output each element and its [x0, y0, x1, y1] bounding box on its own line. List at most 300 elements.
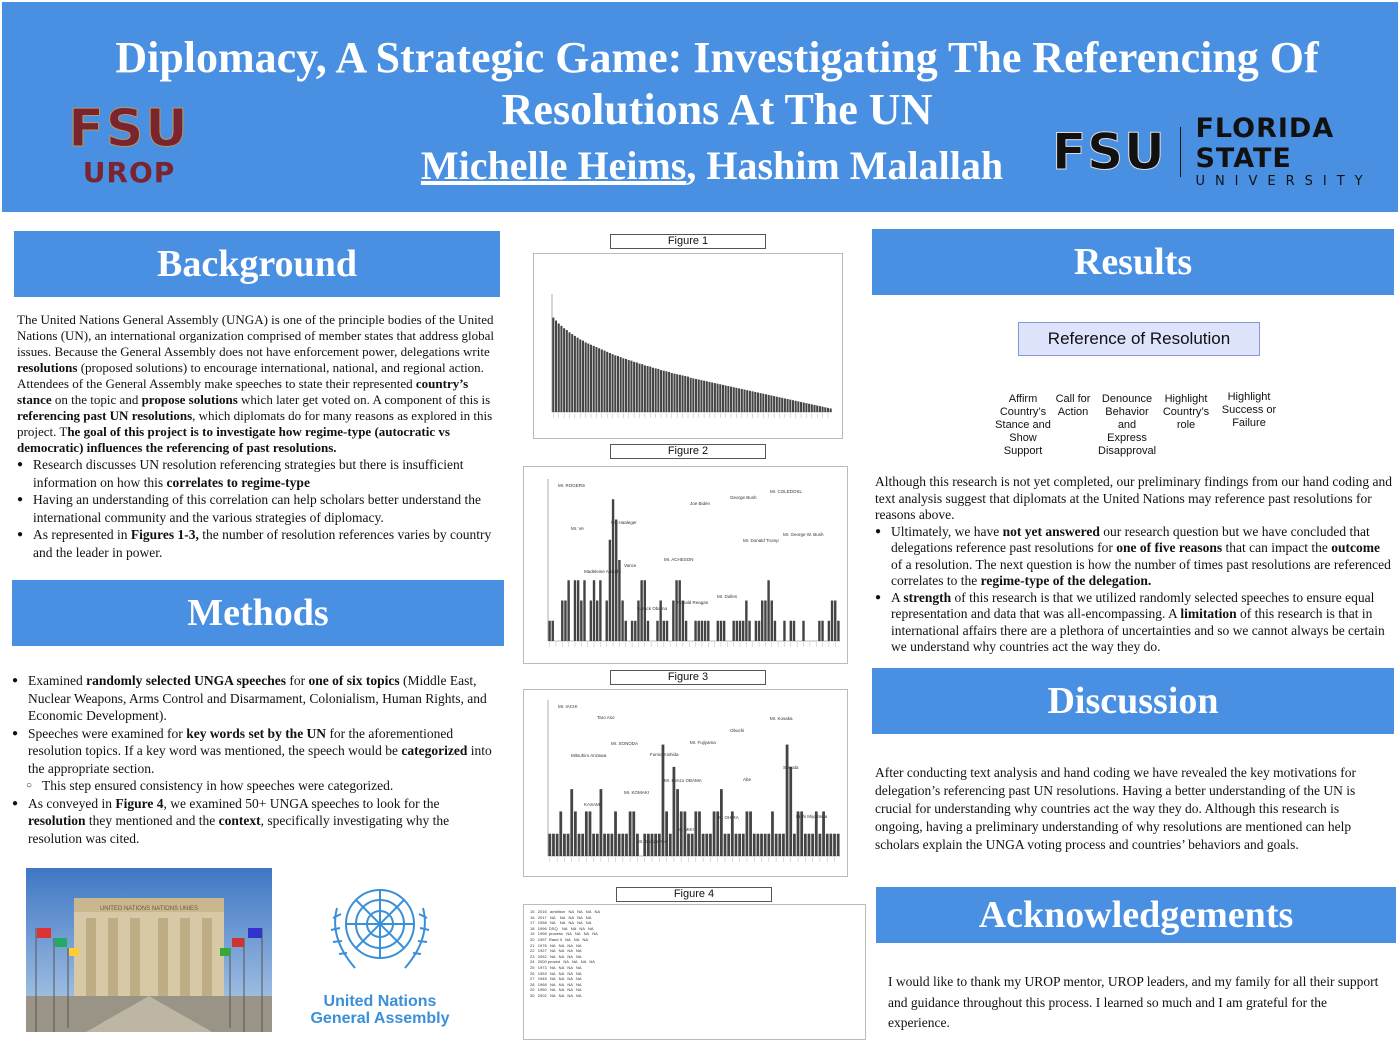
chart-data-label: Mr. IACHI [558, 704, 578, 709]
chart-bar [760, 834, 763, 856]
chart-bar [643, 834, 646, 856]
chart-bar [802, 621, 804, 641]
chart-bar [714, 383, 716, 412]
chart-bar [570, 789, 573, 856]
chart-bar [638, 364, 640, 412]
chart-bar [720, 621, 722, 641]
chart-bar [663, 371, 665, 412]
chart-bar [813, 405, 815, 412]
chart-bar [771, 601, 773, 642]
figure-4-row: 30 2002 NA NA NA NA [530, 992, 582, 998]
reference-of-resolution-box: Reference of Resolution [1018, 322, 1260, 356]
diagram-item-denounce: Denounce Behavior and Express Disapproval [1098, 393, 1157, 457]
chart-bar [738, 388, 740, 412]
chart-bar [758, 621, 760, 641]
florida-state-logo [1052, 114, 1398, 189]
chart-bar [831, 601, 833, 642]
chart-bar [621, 834, 624, 856]
background-bullet: ● Having an understanding of this correlation can help scholars better understand the international community and the various strategies of diplomacy. [17, 491, 495, 526]
chart-bar [800, 402, 802, 412]
chart-bar [631, 621, 633, 641]
chart-bar [687, 834, 690, 856]
figure-4-row: 19 1998 process NA NA NA NA [530, 931, 598, 937]
chart-data-label: Mr. Haaleger [611, 520, 637, 525]
chart-bar [756, 834, 759, 856]
discussion-text: After conducting text analysis and hand coding we have revealed the key motivations for delegation’s referencing past UN resolutions. Having a better understanding of the UN is crucial for understanding why countries act the way they do. Although this research is ongoing, having a preliminary understanding of why resolutions are mentioned can help scholars explain the UNGA voting process and countries’ behaviors and goals. [875, 765, 1356, 852]
chart-bar [655, 368, 657, 412]
chart-bar [761, 601, 763, 642]
chart-bar [665, 371, 667, 412]
chart-bar [702, 834, 705, 856]
chart-bar [563, 834, 566, 856]
chart-bar [706, 381, 708, 412]
chart-bar [669, 834, 672, 856]
chart-bar [768, 395, 770, 412]
chart-bar [793, 834, 796, 856]
chart-bar [818, 621, 820, 641]
chart-bar [657, 369, 659, 412]
diagram-item-highlight-success: Highlight Success or Failure [1221, 391, 1277, 429]
chart-bar [589, 811, 592, 856]
chart-bar [803, 403, 805, 412]
chart-bar [789, 767, 792, 856]
chart-bar [822, 407, 824, 412]
chart-bar [787, 399, 789, 412]
chart-bar [746, 811, 749, 856]
chart-bar [698, 380, 700, 412]
chart-bar [722, 385, 724, 412]
chart-bar [717, 384, 719, 412]
chart-bar [757, 393, 759, 412]
chart-bar [625, 621, 627, 641]
chart-data-label: Mr. OHIRA [717, 815, 739, 820]
chart-bar [561, 601, 563, 642]
background-bullet: ● As represented in Figures 1-3, the number of resolution references varies by country and the leader in power. [17, 526, 495, 561]
chart-bar [717, 621, 719, 641]
chart-bar [833, 834, 836, 856]
chart-bar [675, 580, 677, 641]
chart-bar [649, 367, 651, 412]
figure-4-table [523, 904, 866, 1040]
chart-data-label: Mr. Kenzo OBAMA [664, 778, 702, 783]
chart-bar [579, 339, 581, 412]
chart-bar [618, 834, 621, 856]
chart-bar [724, 834, 727, 856]
figure-3-chart [523, 689, 848, 877]
chart-bar [752, 391, 754, 412]
chart-bar [673, 374, 675, 412]
chart-bar [797, 401, 799, 412]
chart-bar [764, 601, 766, 642]
chart-data-label: Joe Biden [690, 501, 711, 506]
chart-bar [593, 346, 595, 412]
chart-bar [663, 621, 665, 641]
chart-bar [735, 388, 737, 412]
chart-bar [606, 352, 608, 412]
chart-bar [778, 834, 781, 856]
chart-bar [732, 621, 734, 641]
chart-bar [593, 580, 595, 641]
chart-bar [828, 621, 830, 641]
background-paragraph: The United Nations General Assembly (UNGA) is one of the principle bodies of the United Nations (UN), an international organization comprised of member states that address global issues. Because the General Assembly does not have enforcement power, delegations write resolutions (proposed solutions) to encourage international, national, and regional action. Attendees of the General Assembly make speeches to state their represented country’s stance on the topic and propose solutions which later get voted on. A component of this is referencing past UN resolutions, which diplomats do for many reasons as explored in this project. The goal of this project is to investigate how regime-type (autocratic vs democratic) influences the referencing of past resolutions. [17, 312, 495, 455]
chart-bar [555, 321, 557, 412]
chart-bar [781, 398, 783, 412]
acknowledgements-text: I would like to thank my UROP mentor, UROP leaders, and my family for all their support and guidance throughout this process. I learned so much and I am grateful for the experience. [888, 974, 1379, 1030]
chart-bar [819, 406, 821, 412]
chart-bar [691, 834, 694, 856]
chart-bar [711, 383, 713, 413]
chart-data-label: Mr. Kosaka [770, 716, 793, 721]
methods-sub-bullet: ○ This step ensured consistency in how speeches were categorized. [12, 777, 496, 795]
chart-data-label: Obuchi [730, 728, 745, 733]
chart-data-label: Abe [743, 777, 752, 782]
chart-bar [614, 355, 616, 412]
chart-bar [774, 621, 776, 641]
chart-bar [827, 408, 829, 412]
chart-bar [548, 834, 551, 856]
chart-bar [837, 834, 840, 856]
chart-bar [599, 580, 601, 641]
chart-bar [786, 745, 789, 856]
chart-bar [685, 621, 687, 641]
results-heading: Results [872, 229, 1394, 295]
chart-data-label: Sonoda [783, 765, 799, 770]
chart-bar [672, 601, 674, 642]
background-text [17, 312, 495, 561]
methods-text [12, 672, 496, 847]
building-sign: UNITED NATIONS NATIONS UNIES [99, 906, 199, 912]
chart-bar [764, 834, 767, 856]
figure-4-row: 15 2016 ambition NA NA NA NA [530, 909, 601, 914]
chart-bar [698, 621, 700, 641]
results-bullet: ● A strength of this research is that we utilized randomly selected speeches to ensure equal representation and data that was all-encompassing. A limitation of this research is that in international affairs there are a plethora of uncertainties and so we cannot always be certain we understand why countries act the way they do. [875, 590, 1393, 656]
chart-bar [574, 336, 576, 412]
chart-bar [723, 621, 725, 641]
results-paragraph: Although this research is not yet completed, our preliminary findings from our hand coding and text analysis suggest that diplomats at the United Nations may reference past resolutions for reasons above. [875, 474, 1393, 522]
chart-bar [651, 834, 654, 856]
chart-bar [834, 601, 836, 642]
chart-bar [612, 354, 614, 412]
chart-bar [592, 834, 595, 856]
chart-bar [708, 382, 710, 412]
chart-bar [644, 365, 646, 412]
chart-bar [568, 332, 570, 412]
chart-bar [782, 834, 785, 856]
chart-bar [760, 393, 762, 412]
chart-bar [824, 407, 826, 412]
chart-bar [590, 345, 592, 412]
background-heading: Background [14, 231, 500, 297]
chart-bar [552, 834, 555, 856]
poster-header [2, 2, 1398, 212]
chart-bar [790, 621, 792, 641]
chart-bar [567, 580, 569, 641]
chart-bar [680, 811, 683, 856]
figure-4-row: 26 1953 NA NA NA NA [530, 970, 582, 976]
chart-bar [629, 811, 632, 856]
chart-bar [582, 341, 584, 412]
chart-bar [558, 324, 560, 413]
chart-bar [590, 601, 592, 642]
chart-bar [668, 372, 670, 412]
chart-bar [666, 621, 668, 641]
figure-4-row: 29 1950 NA NA NA NA [530, 987, 582, 993]
chart-bar [552, 621, 554, 641]
chart-bar [748, 621, 750, 641]
chart-bar [727, 386, 729, 412]
un-logo-line1: United Nations [323, 993, 437, 1010]
figure-4-row: 17 1958 NA NA NA NA NA [530, 920, 592, 926]
chart-bar [676, 374, 678, 412]
chart-bar [725, 385, 727, 412]
chart-bar [620, 357, 622, 412]
figure-4-row: 18 1996 DSQ NA NA NA NA [530, 925, 594, 931]
chart-bar [625, 359, 627, 412]
chart-bar [690, 378, 692, 412]
chart-bar [660, 370, 662, 412]
chart-bar [676, 789, 679, 856]
chart-bar [789, 400, 791, 412]
chart-data-label: Mr. Ve [571, 526, 584, 531]
chart-bar [628, 360, 630, 412]
methods-heading: Methods [12, 580, 504, 646]
chart-bar [753, 834, 756, 856]
chart-bar [765, 394, 767, 412]
chart-bar [811, 834, 814, 856]
methods-bullet: ● As conveyed in Figure 4, we examined 50+ UNGA speeches to look for the resolution they mentioned and the context, specifically investigating why the resolution was cited. [12, 795, 496, 848]
chart-bar [720, 789, 723, 856]
diagram-item-highlight-role: Highlight Country’s role [1162, 393, 1210, 431]
chart-data-label: Mr. Shinzo Abe [637, 839, 668, 844]
diagram-item-call-for-action: Call for Action [1055, 393, 1091, 418]
chart-bar [596, 601, 598, 642]
chart-data-label: Fumio Kishida [650, 752, 679, 757]
chart-bar [603, 834, 606, 856]
chart-bar [694, 621, 696, 641]
figure-4-row: 28 1968 NA NA NA NA [530, 981, 582, 987]
chart-bar [652, 368, 654, 412]
chart-bar [583, 580, 585, 641]
acknowledgements-heading: Acknowledgements [876, 887, 1396, 943]
chart-data-label: Mitsuhiro Anzawa [571, 753, 607, 758]
chart-bar [682, 375, 684, 412]
chart-bar [771, 811, 774, 856]
chart-bar [730, 387, 732, 412]
chart-bar [741, 389, 743, 412]
chart-bar [564, 601, 566, 642]
chart-bar [805, 403, 807, 412]
chart-bar [656, 621, 658, 641]
chart-bar [692, 378, 694, 412]
chart-bar [654, 834, 657, 856]
chart-data-label: Madeleine Albright [584, 569, 622, 574]
chart-bar [647, 621, 649, 641]
chart-bar [556, 834, 559, 856]
chart-bar [682, 601, 684, 642]
chart-bar [793, 621, 795, 641]
figure-1-chart [533, 253, 843, 439]
chart-bar [609, 353, 611, 412]
discussion-heading: Discussion [872, 668, 1394, 734]
chart-bar [713, 811, 716, 856]
chart-bar [735, 834, 738, 856]
authors [302, 142, 1122, 189]
fsu-urop-logo [64, 99, 194, 189]
chart-bar [684, 376, 686, 412]
chart-bar [641, 364, 643, 412]
chart-bar [614, 811, 617, 856]
chart-bar [709, 834, 712, 856]
chart-bar [566, 330, 568, 412]
chart-bar [695, 379, 697, 412]
chart-bar [819, 834, 822, 856]
results-text [875, 474, 1393, 656]
chart-bar [776, 397, 778, 412]
chart-bar [603, 351, 605, 412]
chart-bar [775, 834, 778, 856]
chart-data-label: Mr. George W. Bush [783, 532, 824, 537]
chart-data-label: Taro Aso [597, 715, 615, 720]
chart-bar [829, 834, 832, 856]
logo-divider [1180, 127, 1182, 177]
chart-bar [600, 789, 603, 856]
chart-bar [687, 377, 689, 412]
chart-bar [719, 384, 721, 412]
chart-bar [595, 347, 597, 412]
chart-data-label: Barack Obama [637, 606, 668, 611]
chart-bar [837, 621, 839, 641]
chart-bar [630, 361, 632, 412]
chart-bar [587, 344, 589, 412]
chart-bar [783, 621, 785, 641]
chart-bar [679, 580, 681, 641]
chart-data-label: Mr. COLEDOSL [770, 489, 803, 494]
chart-bar [811, 404, 813, 412]
figure-4-row: 24 2000 proved NA NA NA NA [530, 959, 595, 965]
chart-bar [704, 621, 706, 641]
chart-bar [574, 811, 577, 856]
chart-bar [580, 601, 582, 642]
chart-data-label: Mr. SONODA [611, 741, 639, 746]
figure-2-label: Figure 2 [610, 444, 766, 459]
chart-bar [615, 520, 617, 642]
chart-bar [574, 580, 576, 641]
chart-bar [563, 328, 565, 412]
chart-bar [701, 621, 703, 641]
diagram-item-affirm: Affirm Country’s Stance and Show Support [995, 393, 1051, 457]
chart-data-label: Mr. Donald Trump [743, 538, 779, 543]
chart-bar [679, 375, 681, 412]
methods-bullet: ● Examined randomly selected UNGA speeches for one of six topics (Middle East, Nuclear Weapons, Arms Control and Disarmament, Colonialism, Human Rights, and Economic Development). [12, 672, 496, 725]
chart-bar [808, 404, 810, 412]
chart-bar [658, 834, 661, 856]
chart-bar [700, 380, 702, 412]
author-1: Michelle Heims [420, 143, 687, 188]
chart-bar [632, 811, 635, 856]
chart-bar [610, 834, 613, 856]
chart-bar [606, 601, 608, 642]
chart-bar [601, 349, 603, 412]
figure-3-label: Figure 3 [610, 670, 766, 685]
un-logo-line2: General Assembly [310, 1010, 450, 1027]
chart-bar [749, 391, 751, 412]
methods-bullet: ● Speeches were examined for key words set by the UN for the aforementioned resolution topics. If a key word was mentioned, the speech would be categorized into the appropriate section. [12, 725, 496, 778]
chart-bar [567, 834, 570, 856]
chart-bar [636, 362, 638, 412]
author-2: Hashim Malallah [706, 143, 1004, 188]
chart-bar [622, 358, 624, 412]
chart-data-label: Vance [624, 563, 637, 568]
chart-bar [727, 834, 730, 856]
chart-bar [733, 387, 735, 412]
results-bullet: ● Ultimately, we have not yet answered our research question but we have concluded that delegations reference past resolutions for one of five reasons that can impact the outcome of a resolution. The next question is how the number of times past resolutions are referenced correlates to the regime-type of the delegation. [875, 524, 1393, 590]
poster-title: Diplomacy, A Strategic Game: Investigating The Referencing Of Resolutions At The UN [115, 33, 1319, 134]
chart-bar [647, 834, 650, 856]
chart-bar [808, 834, 811, 856]
chart-bar [548, 621, 550, 641]
chart-bar [634, 621, 636, 641]
figure-4-row: 20 1997 Rand II NA NA NA [530, 936, 589, 942]
figure-1-label: Figure 1 [610, 234, 766, 249]
figure-4-row: 27 1945 NA NA NA NA [530, 976, 582, 982]
chart-data-label: Ronald Reagan [677, 600, 709, 605]
chart-data-label: Mr. Fujiyama [690, 740, 716, 745]
figure-4-row: 22 1927 NA NA NA NA [530, 948, 582, 954]
chart-bar [559, 811, 562, 856]
diagram-connector [1000, 356, 1280, 396]
chart-data-label: Hishi Miyazawa [796, 814, 828, 819]
chart-bar [607, 834, 610, 856]
chart-data-label: Mr. MIKI [677, 827, 694, 832]
chart-bar [743, 390, 745, 412]
chart-bar [773, 396, 775, 412]
chart-bar [816, 406, 818, 412]
background-bullet: ● Research discusses UN resolution referencing strategies but there is insufficient information on how this correlates to regime-type [17, 456, 495, 491]
chart-bar [596, 834, 599, 856]
chart-bar [754, 392, 756, 412]
chart-bar [617, 356, 619, 412]
chart-bar [792, 400, 794, 412]
fsu-logo-mark: FSU [1052, 122, 1166, 181]
chart-bar [698, 811, 701, 856]
chart-bar [804, 834, 807, 856]
chart-data-label: Mr. KOMAKI [624, 790, 650, 795]
fsu-logo-name: FLORIDA STATE [1195, 113, 1335, 174]
chart-bar [578, 834, 581, 856]
figure-4-row: 23 2052 NA NA NA NA [530, 953, 582, 959]
urop-logo-fsu: FSU [68, 99, 190, 159]
chart-bar [577, 338, 579, 412]
chart-bar [742, 834, 745, 856]
chart-bar [625, 834, 628, 856]
chart-bar [636, 834, 639, 856]
chart-bar [830, 408, 832, 412]
chart-bar [571, 334, 573, 412]
chart-bar [621, 601, 623, 642]
chart-data-label: George Bush [730, 495, 757, 500]
chart-bar [707, 621, 709, 641]
chart-bar [784, 398, 786, 412]
figure-2-chart [523, 466, 848, 664]
chart-data-label: Mr. ACHESON [664, 557, 694, 562]
author-separator: , [686, 143, 707, 188]
chart-bar [755, 621, 757, 641]
un-building-photo [26, 868, 272, 1032]
chart-bar [762, 394, 764, 412]
chart-bar [552, 318, 554, 412]
chart-bar [821, 621, 823, 641]
chart-data-label: Mr. Dulles [717, 594, 738, 599]
